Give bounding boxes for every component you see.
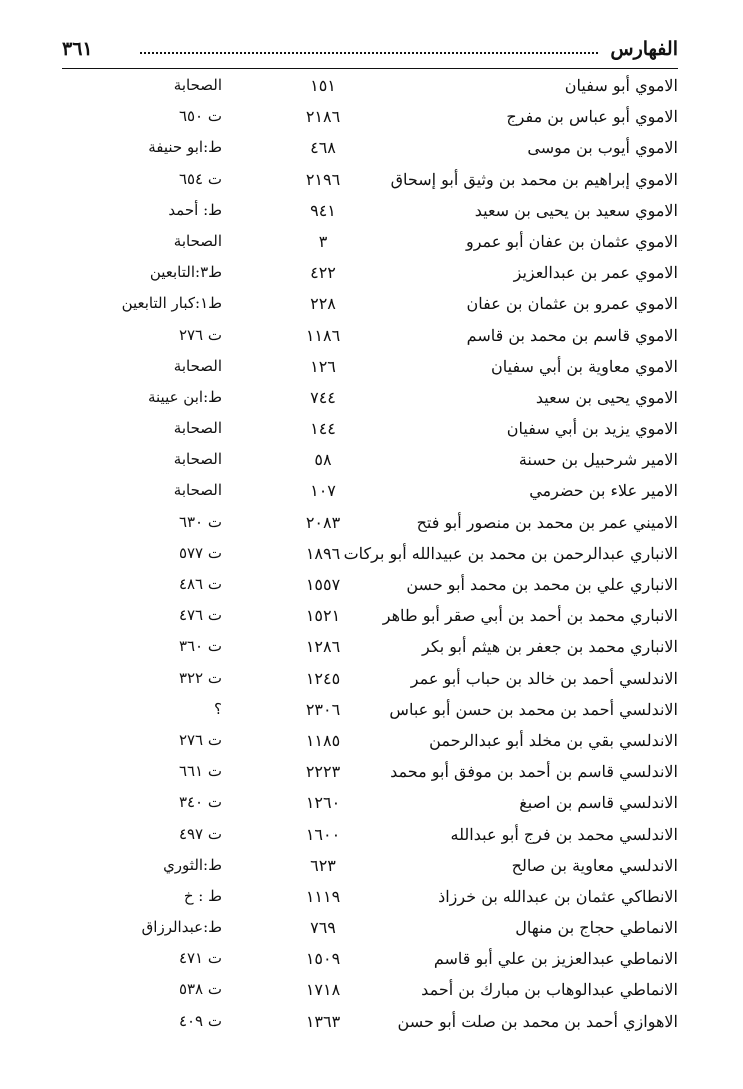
index-row: [62, 353, 678, 384]
index-entry-note: الصحابة: [173, 450, 222, 469]
index-entry-name: الاموي عمرو بن عثمان بن عفان: [466, 294, 678, 314]
index-entry-number: ٢٢٨: [310, 294, 336, 314]
index-entry-name: الاموي معاوية بن أبي سفيان: [490, 356, 678, 376]
index-row: [62, 758, 678, 789]
index-entry-note: الصحابة: [173, 76, 222, 94]
index-entry-name: الامير شرحبيل بن حسنة: [518, 450, 678, 470]
index-entry-note: ط:الثوري: [163, 855, 222, 874]
index-row: [62, 633, 678, 664]
index-entry-name: الاموي قاسم بن محمد بن قاسم: [466, 325, 678, 345]
index-row: [62, 509, 678, 540]
index-entry-note: ت ٥٧٧: [178, 543, 222, 562]
index-entry-number: ٢١٨٦: [305, 107, 341, 127]
index-row: [62, 259, 678, 290]
index-entry-note: ؟: [214, 699, 222, 718]
index-entry-name: الاندلسي أحمد بن محمد بن حسن أبو عباس: [389, 699, 678, 719]
index-entry-number: ١٨٩٦: [305, 543, 341, 563]
index-row: [62, 166, 678, 197]
index-entry-note: ط١:كبار التابعين: [121, 294, 222, 313]
index-entry-name: الامير علاء بن حضرمي: [529, 481, 678, 501]
index-entry-number: ١٥٢١: [305, 606, 341, 626]
page-number: ٣٦١: [62, 38, 93, 60]
index-row: [62, 696, 678, 727]
index-entry-name: الاموي يحيى بن سعيد: [535, 387, 678, 407]
index-entry-note: الصحابة: [173, 481, 222, 500]
index-entry-name: الانماطي عبدالوهاب بن مبارك بن أحمد: [421, 980, 678, 1000]
index-entry-number: ١٥١: [310, 76, 336, 95]
index-row: [62, 914, 678, 945]
index-entry-name: الاموي أبو سفيان: [564, 76, 678, 95]
index-row: [62, 789, 678, 820]
index-entry-number: ١٢٦: [310, 356, 336, 376]
index-entry-name: الاميني عمر بن محمد بن منصور أبو فتح: [416, 512, 678, 532]
index-row: [62, 134, 678, 165]
index-entry-number: ١٥٥٧: [305, 575, 341, 594]
index-entry-note: ط٣:التابعين: [149, 263, 222, 282]
index-entry-number: ٥٨: [314, 450, 332, 470]
index-row: [62, 446, 678, 477]
index-entry-note: ت ٦٥٠: [178, 107, 222, 126]
index-row: [62, 415, 678, 446]
index-entry-note: ت ٣٤٠: [178, 793, 222, 812]
index-row: [62, 945, 678, 976]
index-entry-number: ١١١٩: [305, 886, 341, 906]
index-entry-number: ١٢٤٥: [305, 668, 341, 688]
index-entry-note: ت ٦٥٤: [178, 169, 222, 188]
index-entry-number: ٦٢٣: [310, 855, 336, 875]
index-row: [62, 1008, 678, 1039]
index-entry-note: ت ٥٣٨: [178, 980, 222, 999]
index-entry-note: ط:ابو حنيفة: [148, 138, 222, 157]
index-entry-name: الاندلسي أحمد بن خالد بن حباب أبو عمر: [410, 668, 678, 688]
index-entry-number: ١٢٦٠: [305, 793, 341, 813]
index-row: [62, 228, 678, 259]
index-list: [62, 72, 678, 1039]
index-row: [62, 322, 678, 353]
index-entry-name: الاموي أيوب بن موسى: [527, 138, 678, 158]
index-row: [62, 665, 678, 696]
index-row: [62, 384, 678, 415]
index-entry-note: ط : خ: [183, 886, 222, 905]
index-entry-number: ٢١٩٦: [305, 169, 341, 189]
index-entry-note: ت ٤٧٦: [178, 606, 222, 625]
index-entry-name: الاندلسي قاسم بن أحمد بن موفق أبو محمد: [390, 762, 678, 782]
index-entry-number: ١٣٦٣: [305, 1011, 341, 1031]
index-row: [62, 197, 678, 228]
index-row: [62, 540, 678, 571]
index-row: [62, 290, 678, 321]
index-entry-name: الانباري محمد بن أحمد بن أبي صقر أبو طاهر: [382, 606, 678, 626]
index-entry-note: ت ٤٩٧: [178, 824, 222, 843]
index-entry-name: الانماطي حجاج بن منهال: [515, 918, 678, 938]
index-entry-note: ت ٢٧٦: [178, 730, 222, 749]
index-entry-name: الاموي إبراهيم بن محمد بن وثيق أبو إسحاق: [390, 169, 678, 189]
page-header: [62, 32, 678, 69]
index-entry-number: ١٧١٨: [305, 980, 341, 1000]
index-entry-note: ت ٢٧٦: [178, 325, 222, 344]
index-entry-number: ٣: [318, 231, 328, 251]
index-row: [62, 976, 678, 1007]
index-entry-name: الاموي عمر بن عبدالعزيز: [513, 263, 678, 283]
index-entry-number: ١١٨٥: [305, 730, 341, 750]
index-entry-number: ٢٢٢٣: [305, 762, 341, 782]
index-row: [62, 821, 678, 852]
index-entry-note: ت ٣٢٢: [178, 668, 222, 687]
index-entry-name: الاندلسي معاوية بن صالح: [511, 855, 678, 875]
index-entry-note: الصحابة: [173, 419, 222, 438]
index-entry-note: ط:ابن عيينة: [147, 387, 222, 406]
index-entry-name: الانباري محمد بن جعفر بن هيثم أبو بكر: [422, 637, 678, 657]
index-entry-number: ١٤٤: [310, 419, 336, 439]
index-entry-note: الصحابة: [173, 356, 222, 375]
index-entry-note: ت ٤٨٦: [178, 575, 222, 593]
index-entry-number: ١٥٠٩: [305, 949, 341, 969]
index-entry-name: الاموي أبو عباس بن مفرج: [506, 107, 678, 127]
index-row: [62, 727, 678, 758]
index-entry-note: ت ٦٦١: [178, 762, 222, 781]
index-entry-name: الانباري عبدالرحمن بن محمد بن عبيدالله أبو بركات: [343, 543, 678, 563]
index-entry-name: الانباري علي بن محمد بن محمد أبو حسن: [406, 575, 678, 594]
index-entry-name: الانماطي عبدالعزيز بن علي أبو قاسم: [433, 949, 678, 969]
index-entry-number: ١٦٠٠: [305, 824, 341, 844]
index-entry-note: ط:عبدالرزاق: [141, 918, 222, 937]
index-entry-number: ١١٨٦: [305, 325, 341, 345]
index-entry-number: ١٢٨٦: [305, 637, 341, 657]
index-entry-number: ٢٣٠٦: [305, 699, 341, 719]
index-entry-name: الاندلسي محمد بن فرج أبو عبدالله: [450, 824, 678, 844]
index-row: [62, 477, 678, 508]
index-entry-note: ت ٤٠٩: [178, 1011, 222, 1030]
header-dot-leader: [140, 32, 598, 54]
index-entry-name: الاهوازي أحمد بن محمد بن صلت أبو حسن: [397, 1011, 678, 1031]
index-row: [62, 883, 678, 914]
index-row: [62, 103, 678, 134]
page-title: الفهارس: [610, 38, 678, 60]
index-entry-note: ط: أحمد: [168, 200, 222, 219]
index-entry-number: ٩٤١: [310, 200, 336, 220]
index-entry-number: ١٠٧: [310, 481, 336, 501]
index-entry-name: الاندلسي بقي بن مخلد أبو عبدالرحمن: [429, 730, 678, 750]
index-row: [62, 852, 678, 883]
index-entry-note: الصحابة: [173, 231, 222, 250]
index-entry-number: ٢٠٨٣: [305, 512, 341, 532]
index-entry-number: ٧٦٩: [310, 918, 336, 938]
index-entry-note: ت ٤٧١: [178, 949, 222, 968]
index-entry-number: ٤٦٨: [310, 138, 336, 158]
index-entry-name: الاندلسي قاسم بن اصبغ: [519, 793, 678, 813]
index-entry-note: ت ٦٣٠: [178, 512, 222, 531]
index-row: [62, 571, 678, 602]
index-row: [62, 72, 678, 103]
index-entry-name: الاموي يزيد بن أبي سفيان: [506, 419, 678, 439]
index-row: [62, 602, 678, 633]
index-entry-name: الانطاكي عثمان بن عبدالله بن خرزاذ: [438, 886, 678, 906]
index-entry-name: الاموي سعيد بن يحيى بن سعيد: [474, 200, 678, 220]
index-entry-name: الاموي عثمان بن عفان أبو عمرو: [465, 231, 678, 251]
index-entry-note: ت ٣٦٠: [178, 637, 222, 656]
index-entry-number: ٤٢٢: [310, 263, 336, 283]
index-entry-number: ٧٤٤: [310, 387, 336, 407]
